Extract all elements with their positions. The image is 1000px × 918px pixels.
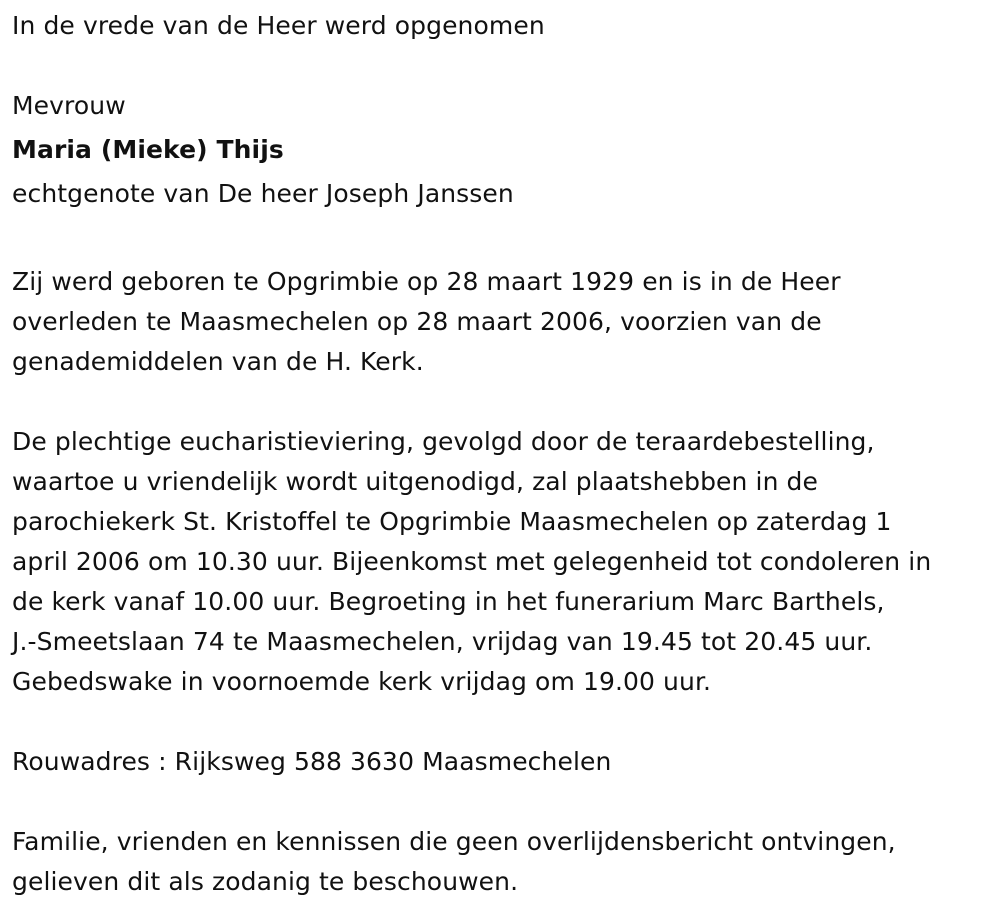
spacer xyxy=(12,782,992,822)
closing-paragraph xyxy=(12,822,992,902)
spouse-line: echtgenote van De heer Joseph Janssen xyxy=(12,179,514,208)
paragraph-line: De plechtige eucharistieviering, gevolgd door de teraardebestelling, xyxy=(12,427,875,456)
paragraph-line: waartoe u vriendelijk wordt uitgenodigd, zal plaatshebben in de xyxy=(12,467,819,496)
paragraph-line: gelieven dit als zodanig te beschouwen. xyxy=(12,867,519,896)
paragraph-line: J.-Smeetslaan 74 te Maasmechelen, vrijdag van 19.45 tot 20.45 uur. xyxy=(12,627,873,656)
paragraph-line: april 2006 om 10.30 uur. Bijeenkomst met gelegenheid tot condoleren in xyxy=(12,547,932,576)
spacer xyxy=(12,46,992,86)
ceremony-paragraph xyxy=(12,422,992,702)
spacer xyxy=(12,702,992,742)
death-notice xyxy=(12,6,992,902)
paragraph-line: Zij werd geboren te Opgrimbie op 28 maart 1929 en is in de Heer xyxy=(12,267,841,296)
paragraph-line: de kerk vanaf 10.00 uur. Begroeting in het funerarium Marc Barthels, xyxy=(12,587,885,616)
birth-death-paragraph xyxy=(12,262,992,382)
spacer xyxy=(12,382,992,422)
paragraph-line: overleden te Maasmechelen op 28 maart 2006, voorzien van de xyxy=(12,307,822,336)
paragraph-line: genademiddelen van de H. Kerk. xyxy=(12,347,424,376)
paragraph-line: Familie, vrienden en kennissen die geen overlijdensbericht ontvingen, xyxy=(12,827,896,856)
paragraph-line: parochiekerk St. Kristoffel te Opgrimbie Maasmechelen op zaterdag 1 xyxy=(12,507,892,536)
deceased-name: Maria (Mieke) Thijs xyxy=(12,135,284,164)
spacer xyxy=(12,222,992,262)
mourning-address: Rouwadres : Rijksweg 588 3630 Maasmechelen xyxy=(12,747,612,776)
paragraph-line: Gebedswake in voornoemde kerk vrijdag om 19.00 uur. xyxy=(12,667,712,696)
salutation: Mevrouw xyxy=(12,91,126,120)
intro-line: In de vrede van de Heer werd opgenomen xyxy=(12,11,545,40)
